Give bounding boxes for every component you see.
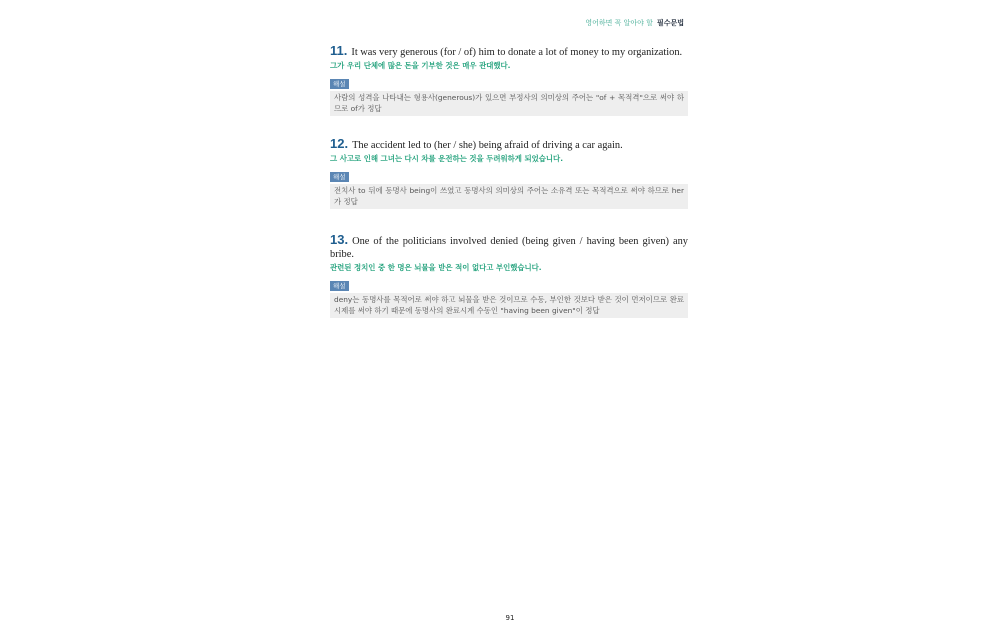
question (330, 44, 688, 59)
explanation-tag: 해설 (330, 281, 349, 291)
question (330, 233, 688, 261)
problem-list (330, 44, 688, 334)
question-number: 11. (330, 43, 348, 58)
explanation-tag: 해설 (330, 172, 349, 182)
problem-13 (330, 233, 688, 318)
translation: 그 사고로 인해 그녀는 다시 차를 운전하는 것을 두려워하게 되었습니다. (330, 154, 564, 163)
explanation-tag: 해설 (330, 79, 349, 89)
translation: 그가 우리 단체에 많은 돈을 기부한 것은 매우 관대했다. (330, 61, 511, 70)
question-number: 13. (330, 232, 349, 247)
explanation-box: 전치사 to 뒤에 동명사 being이 쓰였고 동명사의 의미상의 주어는 소유격 또는 목적격으로 써야 하므로 her가 정답 (330, 184, 688, 209)
explanation-box: 사람의 성격을 나타내는 형용사(generous)가 있으면 부정사의 의미상의 주어는 "of + 목적격"으로 써야 하므로 of가 정답 (330, 91, 688, 116)
question-text: It was very generous (for / of) him to donate a lot of money to my organization. (351, 47, 683, 58)
header-subtitle: 영어하면 꼭 알아야 할 (585, 19, 653, 27)
question-text: One of the politicians involved denied (being given / having been given) any bribe. (330, 236, 688, 260)
problem-11 (330, 44, 688, 116)
header-title: 필수문법 (656, 19, 684, 27)
problem-12 (330, 137, 688, 209)
question-number: 12. (330, 136, 349, 151)
question-text: The accident led to (her / she) being afraid of driving a car again. (352, 140, 623, 151)
explanation-box: deny는 동명사를 목적어로 써야 하고 뇌물을 받은 것이므로 수동, 부인한 것보다 받은 것이 먼저이므로 완료시제를 써야 하기 때문에 동명사의 완료시계 수동인 "having been given"이 정답 (330, 293, 688, 318)
running-header (585, 19, 684, 28)
page-number: 91 (505, 614, 515, 622)
question (330, 137, 688, 152)
translation: 관련된 정치인 중 한 명은 뇌물을 받은 적이 없다고 부인했습니다. (330, 263, 542, 272)
